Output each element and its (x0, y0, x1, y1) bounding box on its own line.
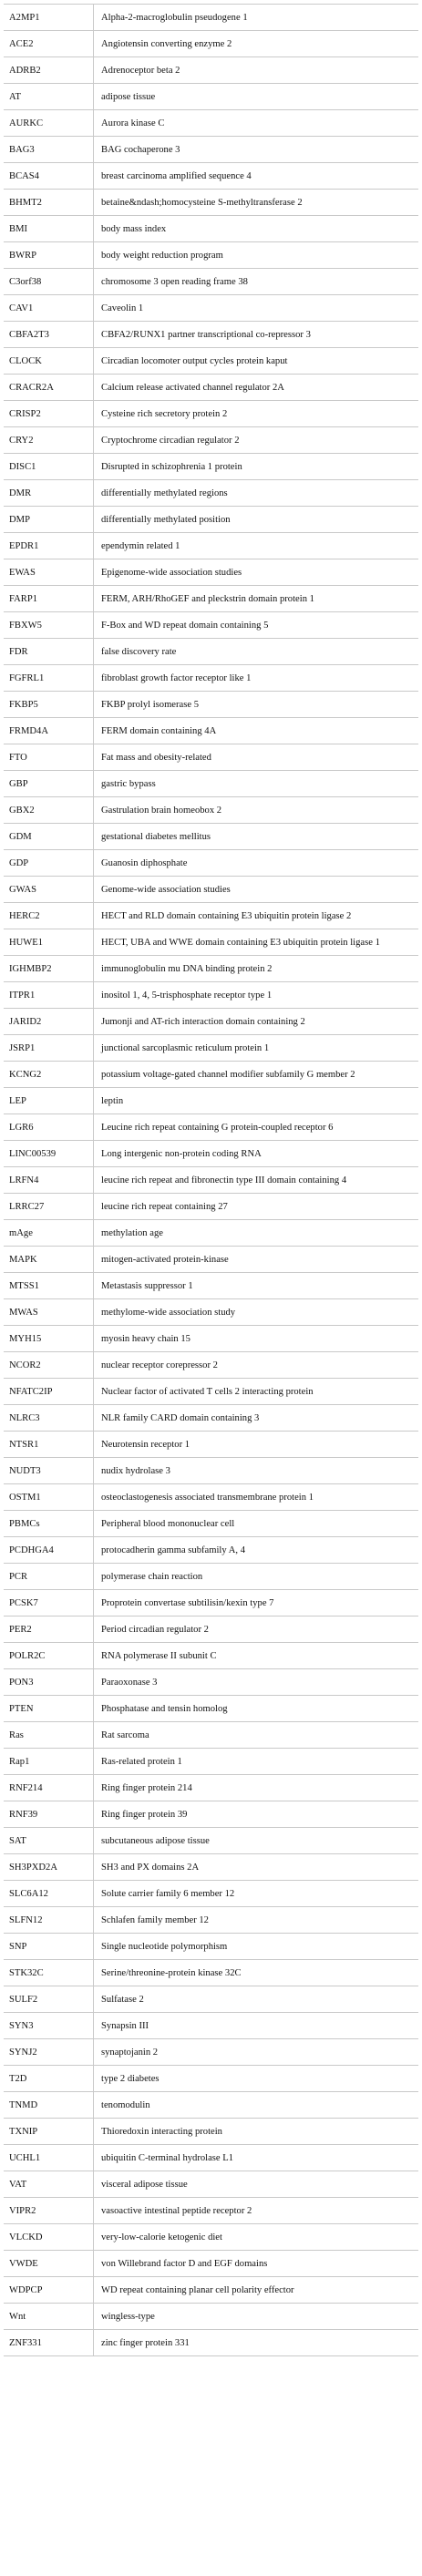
definition-cell: gastric bypass (94, 771, 419, 797)
abbreviation-cell: NLRC3 (4, 1405, 94, 1432)
table-row (4, 216, 418, 242)
abbreviations-table-body (4, 5, 418, 2356)
definition-cell: subcutaneous adipose tissue (94, 1828, 419, 1854)
table-row (4, 1590, 418, 1616)
abbreviation-cell: VIPR2 (4, 2198, 94, 2224)
abbreviation-cell: OSTM1 (4, 1484, 94, 1511)
definition-cell: gestational diabetes mellitus (94, 824, 419, 850)
definition-cell: inositol 1, 4, 5-trisphosphate receptor type 1 (94, 982, 419, 1009)
definition-cell: immunoglobulin mu DNA binding protein 2 (94, 956, 419, 982)
abbreviation-cell: AURKC (4, 110, 94, 137)
table-row (4, 2013, 418, 2039)
abbreviation-cell: Ras (4, 1722, 94, 1749)
abbreviation-cell: SNP (4, 1934, 94, 1960)
definition-cell: adipose tissue (94, 84, 419, 110)
definition-cell: FKBP prolyl isomerase 5 (94, 692, 419, 718)
abbreviation-cell: FTO (4, 744, 94, 771)
abbreviation-cell: SYNJ2 (4, 2039, 94, 2066)
definition-cell: FERM, ARH/RhoGEF and pleckstrin domain protein 1 (94, 586, 419, 612)
abbreviation-cell: HUWE1 (4, 929, 94, 956)
table-row (4, 982, 418, 1009)
table-row (4, 929, 418, 956)
abbreviation-cell: MTSS1 (4, 1273, 94, 1299)
definition-cell: Guanosin diphosphate (94, 850, 419, 877)
table-row (4, 2251, 418, 2277)
definition-cell: ependymin related 1 (94, 533, 419, 559)
table-row (4, 507, 418, 533)
abbreviation-cell: NTSR1 (4, 1432, 94, 1458)
table-row (4, 1432, 418, 1458)
definition-cell: differentially methylated position (94, 507, 419, 533)
table-row (4, 692, 418, 718)
table-row (4, 2330, 418, 2356)
abbreviation-cell: ZNF331 (4, 2330, 94, 2356)
table-row (4, 1854, 418, 1881)
abbreviation-cell: BWRP (4, 242, 94, 269)
definition-cell: Cysteine rich secretory protein 2 (94, 401, 419, 427)
definition-cell: Genome-wide association studies (94, 877, 419, 903)
table-row (4, 1669, 418, 1696)
abbreviation-cell: A2MP1 (4, 5, 94, 31)
table-row (4, 1801, 418, 1828)
abbreviation-cell: PCR (4, 1564, 94, 1590)
table-row (4, 427, 418, 454)
table-row (4, 771, 418, 797)
definition-cell: Paraoxonase 3 (94, 1669, 419, 1696)
table-row (4, 1326, 418, 1352)
definition-cell: Neurotensin receptor 1 (94, 1432, 419, 1458)
abbreviation-cell: PCDHGA4 (4, 1537, 94, 1564)
table-row (4, 1194, 418, 1220)
table-row (4, 1907, 418, 1934)
table-row (4, 1934, 418, 1960)
abbreviation-cell: ACE2 (4, 31, 94, 57)
table-row (4, 2224, 418, 2251)
abbreviation-cell: MYH15 (4, 1326, 94, 1352)
table-row (4, 1220, 418, 1247)
abbreviation-cell: VWDE (4, 2251, 94, 2277)
abbreviation-cell: LINC00539 (4, 1141, 94, 1167)
table-row (4, 718, 418, 744)
definition-cell: HECT, UBA and WWE domain containing E3 ubiquitin protein ligase 1 (94, 929, 419, 956)
definition-cell: leucine rich repeat and fibronectin type III domain containing 4 (94, 1167, 419, 1194)
abbreviation-cell: STK32C (4, 1960, 94, 1986)
table-row (4, 1484, 418, 1511)
definition-cell: nuclear receptor corepressor 2 (94, 1352, 419, 1379)
abbreviation-cell: WDPCP (4, 2277, 94, 2304)
definition-cell: Period circadian regulator 2 (94, 1616, 419, 1643)
definition-cell: Ring finger protein 214 (94, 1775, 419, 1801)
abbreviation-cell: FRMD4A (4, 718, 94, 744)
abbreviation-cell: FBXW5 (4, 612, 94, 639)
definition-cell: ubiquitin C-terminal hydrolase L1 (94, 2145, 419, 2171)
definition-cell: Schlafen family member 12 (94, 1907, 419, 1934)
definition-cell: mitogen-activated protein-kinase (94, 1247, 419, 1273)
abbreviation-cell: FARP1 (4, 586, 94, 612)
definition-cell: leptin (94, 1088, 419, 1114)
table-row (4, 110, 418, 137)
definition-cell: synaptojanin 2 (94, 2039, 419, 2066)
abbreviation-cell: SLC6A12 (4, 1881, 94, 1907)
table-row (4, 1537, 418, 1564)
definition-cell: Serine/threonine-protein kinase 32C (94, 1960, 419, 1986)
definition-cell: Rat sarcoma (94, 1722, 419, 1749)
abbreviation-cell: Rap1 (4, 1749, 94, 1775)
table-row (4, 665, 418, 692)
definition-cell: Proprotein convertase subtilisin/kexin type 7 (94, 1590, 419, 1616)
table-row (4, 824, 418, 850)
table-row (4, 1352, 418, 1379)
abbreviation-cell: SAT (4, 1828, 94, 1854)
table-row (4, 903, 418, 929)
abbreviation-cell: CBFA2T3 (4, 322, 94, 348)
abbreviation-cell: SYN3 (4, 2013, 94, 2039)
abbreviation-cell: LRFN4 (4, 1167, 94, 1194)
definition-cell: osteoclastogenesis associated transmembrane protein 1 (94, 1484, 419, 1511)
abbreviation-cell: GDM (4, 824, 94, 850)
definition-cell: breast carcinoma amplified sequence 4 (94, 163, 419, 190)
definition-cell: HECT and RLD domain containing E3 ubiquitin protein ligase 2 (94, 903, 419, 929)
definition-cell: Alpha-2-macroglobulin pseudogene 1 (94, 5, 419, 31)
definition-cell: protocadherin gamma subfamily A, 4 (94, 1537, 419, 1564)
table-row (4, 2092, 418, 2119)
table-row (4, 480, 418, 507)
definition-cell: differentially methylated regions (94, 480, 419, 507)
table-row (4, 1749, 418, 1775)
abbreviation-cell: NCOR2 (4, 1352, 94, 1379)
definition-cell: Gastrulation brain homeobox 2 (94, 797, 419, 824)
abbreviation-cell: GBP (4, 771, 94, 797)
abbreviation-cell: NFATC2IP (4, 1379, 94, 1405)
table-row (4, 1114, 418, 1141)
definition-cell: methylation age (94, 1220, 419, 1247)
abbreviation-cell: CRY2 (4, 427, 94, 454)
definition-cell: Ring finger protein 39 (94, 1801, 419, 1828)
abbreviation-cell: LEP (4, 1088, 94, 1114)
table-row (4, 2066, 418, 2092)
definition-cell: Sulfatase 2 (94, 1986, 419, 2013)
abbreviation-cell: PTEN (4, 1696, 94, 1722)
abbreviation-cell: LRRC27 (4, 1194, 94, 1220)
table-row (4, 1722, 418, 1749)
abbreviation-cell: EPDR1 (4, 533, 94, 559)
abbreviation-cell: SULF2 (4, 1986, 94, 2013)
abbreviation-cell: CLOCK (4, 348, 94, 375)
abbreviation-cell: CAV1 (4, 295, 94, 322)
table-row (4, 1141, 418, 1167)
definition-cell: leucine rich repeat containing 27 (94, 1194, 419, 1220)
definition-cell: Ras-related protein 1 (94, 1749, 419, 1775)
definition-cell: junctional sarcoplasmic reticulum protein 1 (94, 1035, 419, 1062)
table-row (4, 137, 418, 163)
abbreviation-cell: DMP (4, 507, 94, 533)
table-row (4, 1379, 418, 1405)
definition-cell: wingless-type (94, 2304, 419, 2330)
definition-cell: RNA polymerase II subunit C (94, 1643, 419, 1669)
abbreviation-cell: ADRB2 (4, 57, 94, 84)
abbreviation-cell: GBX2 (4, 797, 94, 824)
abbreviation-cell: POLR2C (4, 1643, 94, 1669)
abbreviation-cell: Wnt (4, 2304, 94, 2330)
table-row (4, 612, 418, 639)
table-row (4, 2119, 418, 2145)
table-row (4, 559, 418, 586)
abbreviation-cell: PCSK7 (4, 1590, 94, 1616)
table-row (4, 1009, 418, 1035)
definition-cell: Phosphatase and tensin homolog (94, 1696, 419, 1722)
abbreviation-cell: T2D (4, 2066, 94, 2092)
table-row (4, 1273, 418, 1299)
abbreviation-cell: UCHL1 (4, 2145, 94, 2171)
abbreviation-cell: NUDT3 (4, 1458, 94, 1484)
table-row (4, 1167, 418, 1194)
abbreviation-cell: GWAS (4, 877, 94, 903)
definition-cell: Leucine rich repeat containing G protein-coupled receptor 6 (94, 1114, 419, 1141)
abbreviation-cell: RNF214 (4, 1775, 94, 1801)
table-row (4, 1881, 418, 1907)
table-row (4, 269, 418, 295)
table-row (4, 5, 418, 31)
definition-cell: FERM domain containing 4A (94, 718, 419, 744)
definition-cell: Synapsin III (94, 2013, 419, 2039)
table-row (4, 586, 418, 612)
definition-cell: Jumonji and AT-rich interaction domain containing 2 (94, 1009, 419, 1035)
definition-cell: potassium voltage-gated channel modifier subfamily G member 2 (94, 1062, 419, 1088)
abbreviation-cell: CRISP2 (4, 401, 94, 427)
table-row (4, 1564, 418, 1590)
definition-cell: type 2 diabetes (94, 2066, 419, 2092)
table-row (4, 2277, 418, 2304)
abbreviation-cell: ITPR1 (4, 982, 94, 1009)
abbreviation-cell: BMI (4, 216, 94, 242)
abbreviation-cell: DISC1 (4, 454, 94, 480)
abbreviation-cell: PBMCs (4, 1511, 94, 1537)
table-row (4, 2171, 418, 2198)
table-row (4, 956, 418, 982)
table-row (4, 84, 418, 110)
definition-cell: Long intergenic non-protein coding RNA (94, 1141, 419, 1167)
abbreviation-cell: BAG3 (4, 137, 94, 163)
table-row (4, 744, 418, 771)
table-row (4, 1405, 418, 1432)
definition-cell: Adrenoceptor beta 2 (94, 57, 419, 84)
definition-cell: NLR family CARD domain containing 3 (94, 1405, 419, 1432)
table-row (4, 2198, 418, 2224)
table-row (4, 31, 418, 57)
table-row (4, 1062, 418, 1088)
definition-cell: tenomodulin (94, 2092, 419, 2119)
abbreviation-cell: VLCKD (4, 2224, 94, 2251)
definition-cell: zinc finger protein 331 (94, 2330, 419, 2356)
abbreviation-cell: BCAS4 (4, 163, 94, 190)
table-row (4, 454, 418, 480)
table-row (4, 190, 418, 216)
definition-cell: vasoactive intestinal peptide receptor 2 (94, 2198, 419, 2224)
abbreviation-cell: DMR (4, 480, 94, 507)
definition-cell: BAG cochaperone 3 (94, 137, 419, 163)
definition-cell: Solute carrier family 6 member 12 (94, 1881, 419, 1907)
table-row (4, 295, 418, 322)
definition-cell: F-Box and WD repeat domain containing 5 (94, 612, 419, 639)
definition-cell: chromosome 3 open reading frame 38 (94, 269, 419, 295)
definition-cell: Angiotensin converting enzyme 2 (94, 31, 419, 57)
table-row (4, 1616, 418, 1643)
table-row (4, 1458, 418, 1484)
abbreviation-cell: TXNIP (4, 2119, 94, 2145)
table-row (4, 533, 418, 559)
abbreviation-cell: MAPK (4, 1247, 94, 1273)
table-row (4, 57, 418, 84)
definition-cell: WD repeat containing planar cell polarity effector (94, 2277, 419, 2304)
definition-cell: very-low-calorie ketogenic diet (94, 2224, 419, 2251)
abbreviation-cell: TNMD (4, 2092, 94, 2119)
definition-cell: nudix hydrolase 3 (94, 1458, 419, 1484)
definition-cell: von Willebrand factor D and EGF domains (94, 2251, 419, 2277)
table-row (4, 375, 418, 401)
abbreviation-cell: SH3PXD2A (4, 1854, 94, 1881)
table-row (4, 850, 418, 877)
abbreviation-cell: LGR6 (4, 1114, 94, 1141)
table-row (4, 1986, 418, 2013)
definition-cell: polymerase chain reaction (94, 1564, 419, 1590)
definition-cell: myosin heavy chain 15 (94, 1326, 419, 1352)
table-row (4, 639, 418, 665)
abbreviation-cell: JSRP1 (4, 1035, 94, 1062)
definition-cell: CBFA2/RUNX1 partner transcriptional co-repressor 3 (94, 322, 419, 348)
table-row (4, 1247, 418, 1273)
abbreviation-cell: JARID2 (4, 1009, 94, 1035)
abbreviation-cell: HERC2 (4, 903, 94, 929)
abbreviation-cell: FKBP5 (4, 692, 94, 718)
table-row (4, 2039, 418, 2066)
table-row (4, 1960, 418, 1986)
table-row (4, 1696, 418, 1722)
table-row (4, 322, 418, 348)
table-row (4, 242, 418, 269)
definition-cell: SH3 and PX domains 2A (94, 1854, 419, 1881)
table-row (4, 348, 418, 375)
table-row (4, 163, 418, 190)
table-row (4, 1088, 418, 1114)
definition-cell: Nuclear factor of activated T cells 2 interacting protein (94, 1379, 419, 1405)
abbreviation-cell: AT (4, 84, 94, 110)
table-row (4, 401, 418, 427)
table-row (4, 1299, 418, 1326)
abbreviation-cell: PER2 (4, 1616, 94, 1643)
abbreviation-cell: CRACR2A (4, 375, 94, 401)
abbreviation-cell: SLFN12 (4, 1907, 94, 1934)
abbreviation-cell: BHMT2 (4, 190, 94, 216)
abbreviation-cell: FDR (4, 639, 94, 665)
table-row (4, 1643, 418, 1669)
definition-cell: betaine&ndash;homocysteine S-methyltransferase 2 (94, 190, 419, 216)
table-row (4, 1511, 418, 1537)
definition-cell: visceral adipose tissue (94, 2171, 419, 2198)
abbreviations-table (4, 4, 418, 2356)
table-row (4, 1035, 418, 1062)
definition-cell: fibroblast growth factor receptor like 1 (94, 665, 419, 692)
definition-cell: Calcium release activated channel regulator 2A (94, 375, 419, 401)
definition-cell: Caveolin 1 (94, 295, 419, 322)
definition-cell: body weight reduction program (94, 242, 419, 269)
definition-cell: Metastasis suppressor 1 (94, 1273, 419, 1299)
definition-cell: Circadian locomoter output cycles protein kaput (94, 348, 419, 375)
table-row (4, 2145, 418, 2171)
definition-cell: Epigenome-wide association studies (94, 559, 419, 586)
abbreviation-cell: PON3 (4, 1669, 94, 1696)
definition-cell: methylome-wide association study (94, 1299, 419, 1326)
definition-cell: Disrupted in schizophrenia 1 protein (94, 454, 419, 480)
abbreviation-cell: VAT (4, 2171, 94, 2198)
abbreviation-cell: RNF39 (4, 1801, 94, 1828)
table-row (4, 877, 418, 903)
table-row (4, 1828, 418, 1854)
table-row (4, 1775, 418, 1801)
abbreviation-cell: mAge (4, 1220, 94, 1247)
definition-cell: Aurora kinase C (94, 110, 419, 137)
definition-cell: Peripheral blood mononuclear cell (94, 1511, 419, 1537)
abbreviation-cell: EWAS (4, 559, 94, 586)
definition-cell: Single nucleotide polymorphism (94, 1934, 419, 1960)
abbreviation-cell: MWAS (4, 1299, 94, 1326)
abbreviation-cell: KCNG2 (4, 1062, 94, 1088)
definition-cell: Thioredoxin interacting protein (94, 2119, 419, 2145)
abbreviation-cell: C3orf38 (4, 269, 94, 295)
abbreviation-cell: FGFRL1 (4, 665, 94, 692)
definition-cell: Fat mass and obesity-related (94, 744, 419, 771)
abbreviation-cell: GDP (4, 850, 94, 877)
table-row (4, 2304, 418, 2330)
definition-cell: false discovery rate (94, 639, 419, 665)
definition-cell: Cryptochrome circadian regulator 2 (94, 427, 419, 454)
table-row (4, 797, 418, 824)
abbreviation-cell: IGHMBP2 (4, 956, 94, 982)
definition-cell: body mass index (94, 216, 419, 242)
